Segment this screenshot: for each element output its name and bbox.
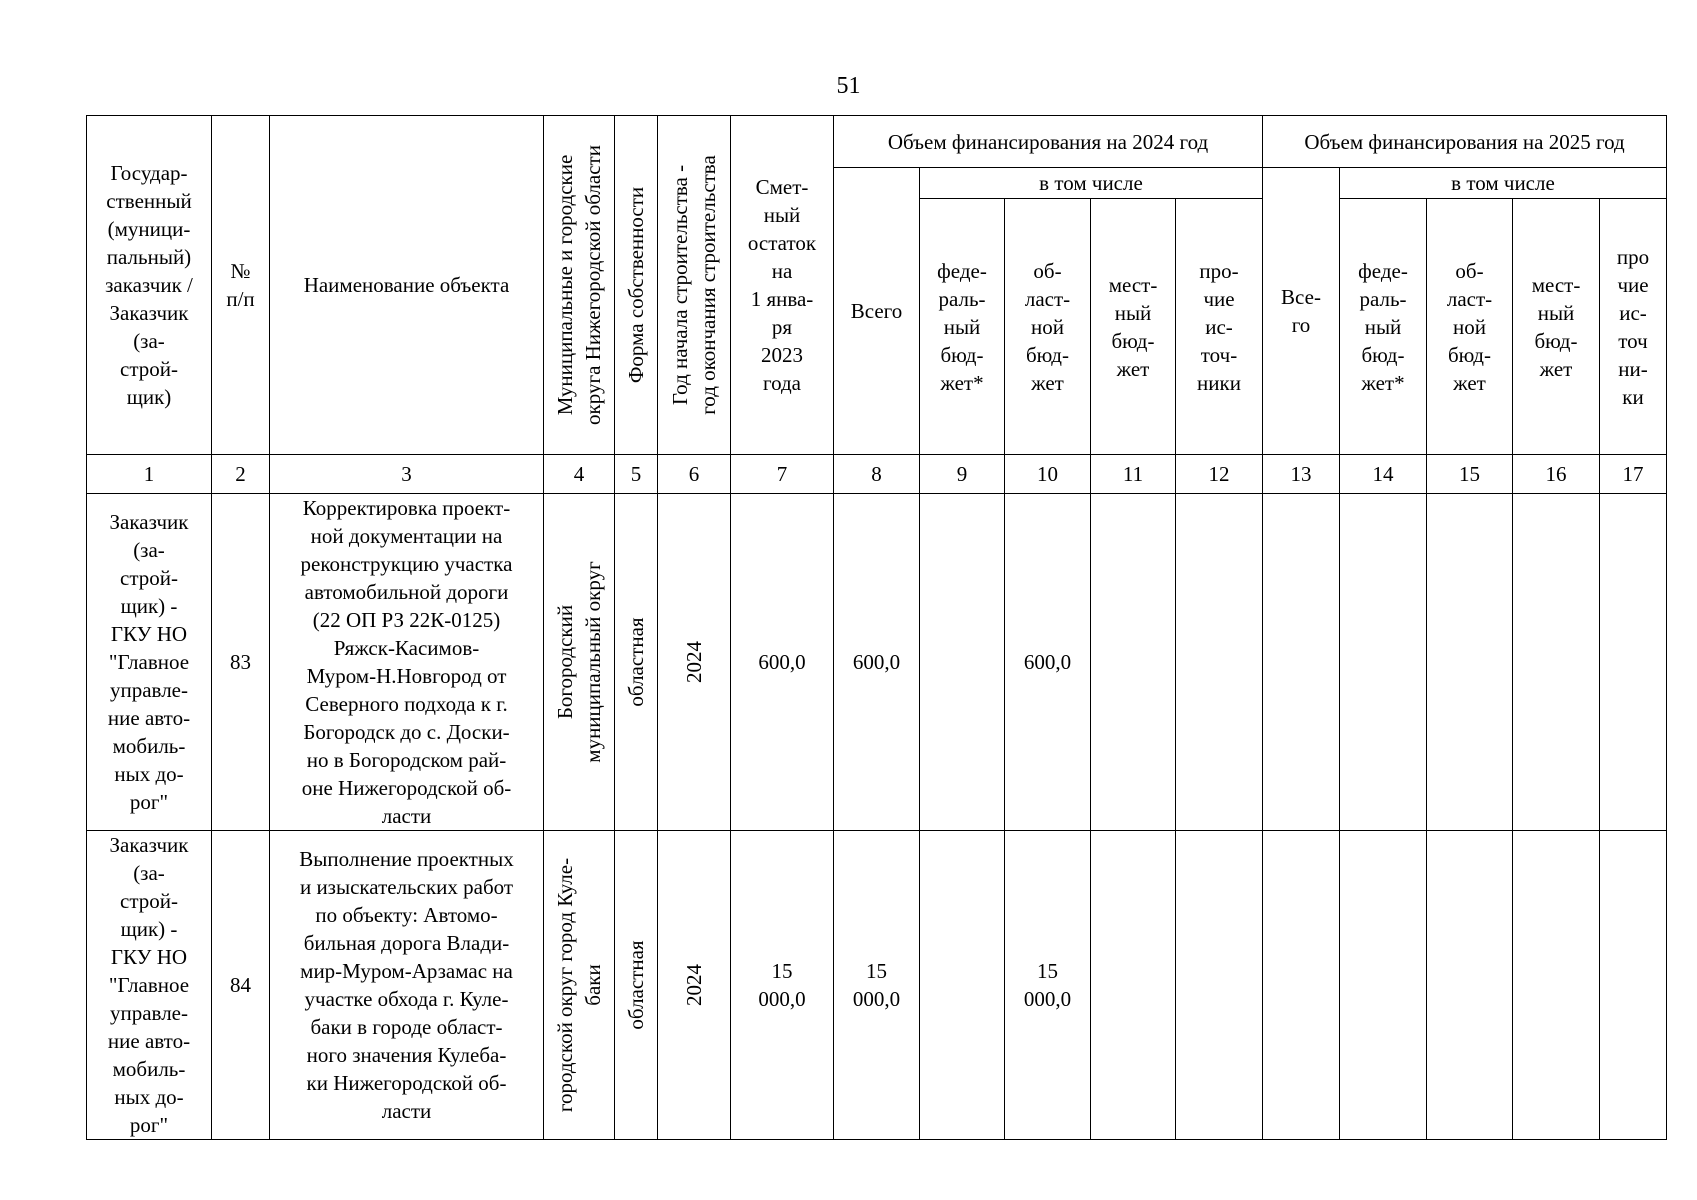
column-number: 12	[1176, 455, 1263, 494]
cell-total-2024: 600,0	[834, 494, 920, 831]
header-number: № п/п	[212, 116, 270, 455]
header-other-2024: про- чие ис- точ- ники	[1176, 199, 1263, 455]
cell-local-2024	[1091, 831, 1176, 1140]
header-local-2024: мест- ный бюд- жет	[1091, 199, 1176, 455]
cell-regional-2024: 15 000,0	[1005, 831, 1091, 1140]
cell-federal-2024	[920, 831, 1005, 1140]
header-customer: Государ- ственный (муници- пальный) заказчик / Заказчик (за- строй- щик)	[87, 116, 212, 455]
column-number: 1	[87, 455, 212, 494]
column-number: 15	[1427, 455, 1513, 494]
cell-customer: Заказчик (за- строй- щик) - ГКУ НО "Главное управле- ние авто- мобиль- ных до- рог"	[87, 494, 212, 831]
header-years: Год начала строительства - год окончания строительства	[658, 116, 731, 455]
column-number: 7	[731, 455, 834, 494]
column-number: 6	[658, 455, 731, 494]
column-number: 2	[212, 455, 270, 494]
header-federal-2025: феде- раль- ный бюд- жет*	[1340, 199, 1427, 455]
column-number: 10	[1005, 455, 1091, 494]
header-regional-2024: об- ласт- ной бюд- жет	[1005, 199, 1091, 455]
cell-years: 2024	[658, 831, 731, 1140]
cell-number: 83	[212, 494, 270, 831]
header-local-2025: мест- ный бюд- жет	[1513, 199, 1600, 455]
header-including-2024: в том числе	[920, 168, 1263, 199]
cell-estimate: 600,0	[731, 494, 834, 831]
cell-other-2025	[1600, 831, 1667, 1140]
table-row	[87, 494, 1667, 831]
cell-local-2024	[1091, 494, 1176, 831]
header-including-2025: в том числе	[1340, 168, 1667, 199]
column-number: 3	[270, 455, 544, 494]
column-number: 11	[1091, 455, 1176, 494]
header-regional-2025: об- ласт- ной бюд- жет	[1427, 199, 1513, 455]
column-number-row	[87, 455, 1667, 494]
column-number: 9	[920, 455, 1005, 494]
cell-regional-2025	[1427, 494, 1513, 831]
column-number: 4	[544, 455, 615, 494]
cell-total-2024: 15 000,0	[834, 831, 920, 1140]
header-financing-2025: Объем финансирования на 2025 год	[1263, 116, 1667, 168]
header-federal-2024: феде- раль- ный бюд- жет*	[920, 199, 1005, 455]
cell-local-2025	[1513, 494, 1600, 831]
column-number: 8	[834, 455, 920, 494]
cell-district: городской округ город Куле- баки	[544, 831, 615, 1140]
cell-federal-2025	[1340, 494, 1427, 831]
column-number: 14	[1340, 455, 1427, 494]
header-ownership: Форма собственности	[615, 116, 658, 455]
header-total-2024: Всего	[834, 168, 920, 455]
header-financing-2024: Объем финансирования на 2024 год	[834, 116, 1263, 168]
cell-federal-2025	[1340, 831, 1427, 1140]
header-estimate: Смет- ный остаток на 1 янва- ря 2023 года	[731, 116, 834, 455]
cell-local-2025	[1513, 831, 1600, 1140]
header-total-2025: Все- го	[1263, 168, 1340, 455]
cell-district: Богородский муниципальный округ	[544, 494, 615, 831]
cell-number: 84	[212, 831, 270, 1140]
header-other-2025: про чие ис- точ ни- ки	[1600, 199, 1667, 455]
cell-object-name: Корректировка проект- ной документации на реконструкцию участка автомобильной дороги (22 ОП РЗ 22К-0125) Ряжск-Касимов- Муром-Н.Новгород от Северного подхода к г. Богородск до с. Доски- но в Богородском рай- оне Нижегородской об- ласти	[270, 494, 544, 831]
cell-customer: Заказчик (за- строй- щик) - ГКУ НО "Главное управле- ние авто- мобиль- ных до- рог"	[87, 831, 212, 1140]
cell-ownership: областная	[615, 831, 658, 1140]
cell-ownership: областная	[615, 494, 658, 831]
cell-federal-2024	[920, 494, 1005, 831]
column-number: 17	[1600, 455, 1667, 494]
page-number: 51	[836, 73, 861, 99]
column-number: 5	[615, 455, 658, 494]
cell-other-2024	[1176, 831, 1263, 1140]
column-number: 16	[1513, 455, 1600, 494]
cell-regional-2025	[1427, 831, 1513, 1140]
cell-other-2025	[1600, 494, 1667, 831]
cell-total-2025	[1263, 831, 1340, 1140]
cell-other-2024	[1176, 494, 1263, 831]
table-row	[87, 831, 1667, 1140]
column-number: 13	[1263, 455, 1340, 494]
header-object-name: Наименование объекта	[270, 116, 544, 455]
cell-years: 2024	[658, 494, 731, 831]
cell-regional-2024: 600,0	[1005, 494, 1091, 831]
financing-table	[86, 115, 1667, 1140]
cell-total-2025	[1263, 494, 1340, 831]
cell-estimate: 15 000,0	[731, 831, 834, 1140]
header-district: Муниципальные и городские округа Нижегородской области	[544, 116, 615, 455]
cell-object-name: Выполнение проектных и изыскательских работ по объекту: Автомо- бильная дорога Влади- мир-Муром-Арзамас на участке обхода г. Куле- баки в городе област- ного значения Кулеба- ки Нижегородской об- ласти	[270, 831, 544, 1140]
